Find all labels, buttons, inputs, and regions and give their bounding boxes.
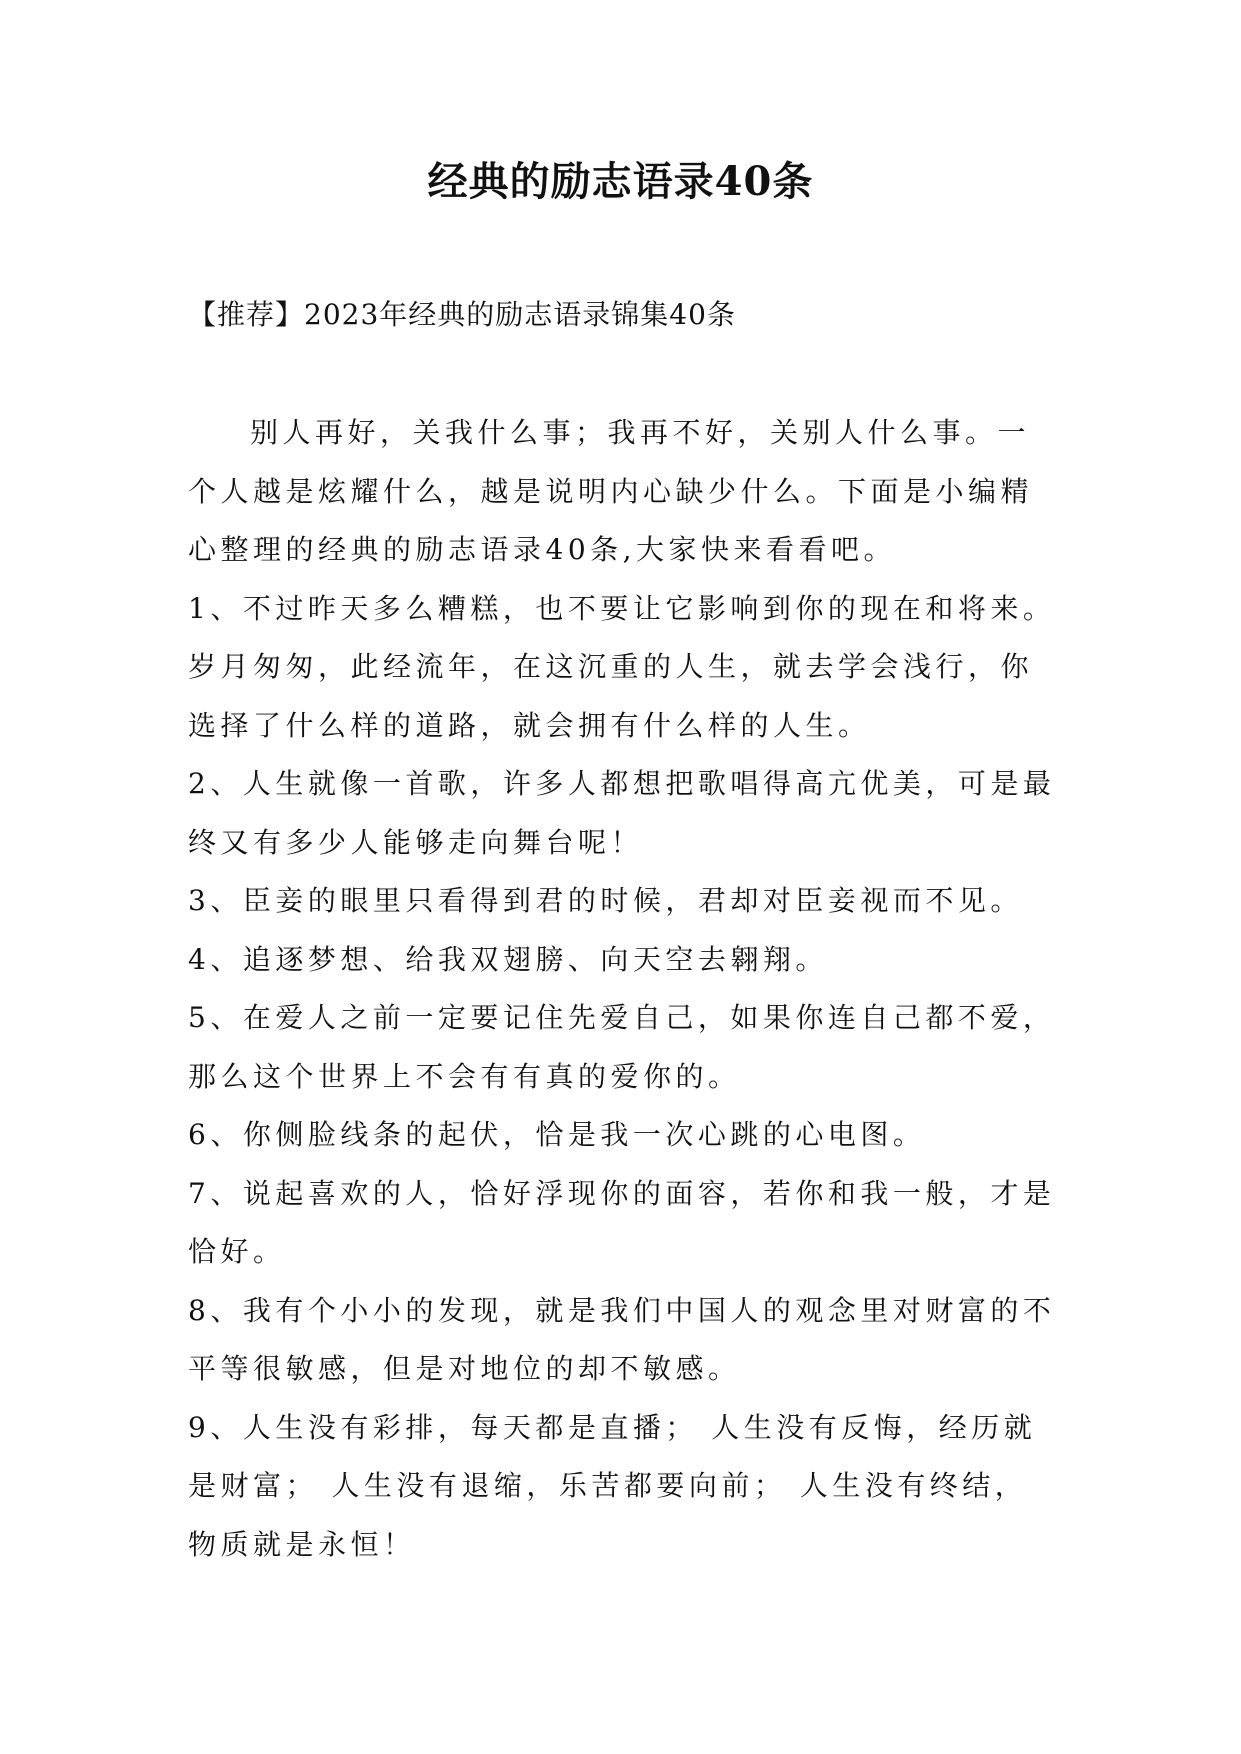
document-subtitle: 【推荐】2023年经典的励志语录锦集40条 [188,298,736,331]
quote-item-5: 5、在爱人之前一定要记住先爱自己，如果你连自己都不爱，那么这个世界上不会有有真的爱你的。 [188,1001,1056,1093]
quote-item-6: 6、你侧脸线条的起伏，恰是我一次心跳的心电图。 [188,1118,926,1151]
quote-item-8: 8、我有个小小的发现，就是我们中国人的观念里对财富的不平等很敏感，但是对地位的却不敏感。 [188,1293,1056,1385]
quote-item-2: 2、人生就像一首歌，许多人都想把歌唱得高亢优美，可是最终又有多少人能够走向舞台呢！ [188,767,1056,859]
quote-item-7: 7、说起喜欢的人，恰好浮现你的面容，若你和我一般，才是恰好。 [188,1176,1056,1268]
intro-paragraph: 别人再好，关我什么事；我再不好，关别人什么事。一个人越是炫耀什么，越是说明内心缺少什么。下面是小编精心整理的经典的励志语录40条,大家快来看看吧。 [188,416,1034,566]
quote-item-1: 1、不过昨天多么糟糕，也不要让它影响到你的现在和将来。岁月匆匆，此经流年，在这沉重的人生，就去学会浅行，你选择了什么样的道路，就会拥有什么样的人生。 [188,591,1056,742]
document-body [188,404,1058,1574]
quote-item-9: 9、人生没有彩排，每天都是直播； 人生没有反悔，经历就是财富； 人生没有退缩，乐苦都要向前； 人生没有终结，物质就是永恒！ [188,1410,1037,1561]
document-title: 经典的励志语录40条 [427,158,814,205]
quote-item-4: 4、追逐梦想、给我双翅膀、向天空去翱翔。 [188,942,828,976]
quote-item-3: 3、臣妾的眼里只看得到君的时候，君却对臣妾视而不见。 [188,884,1023,917]
